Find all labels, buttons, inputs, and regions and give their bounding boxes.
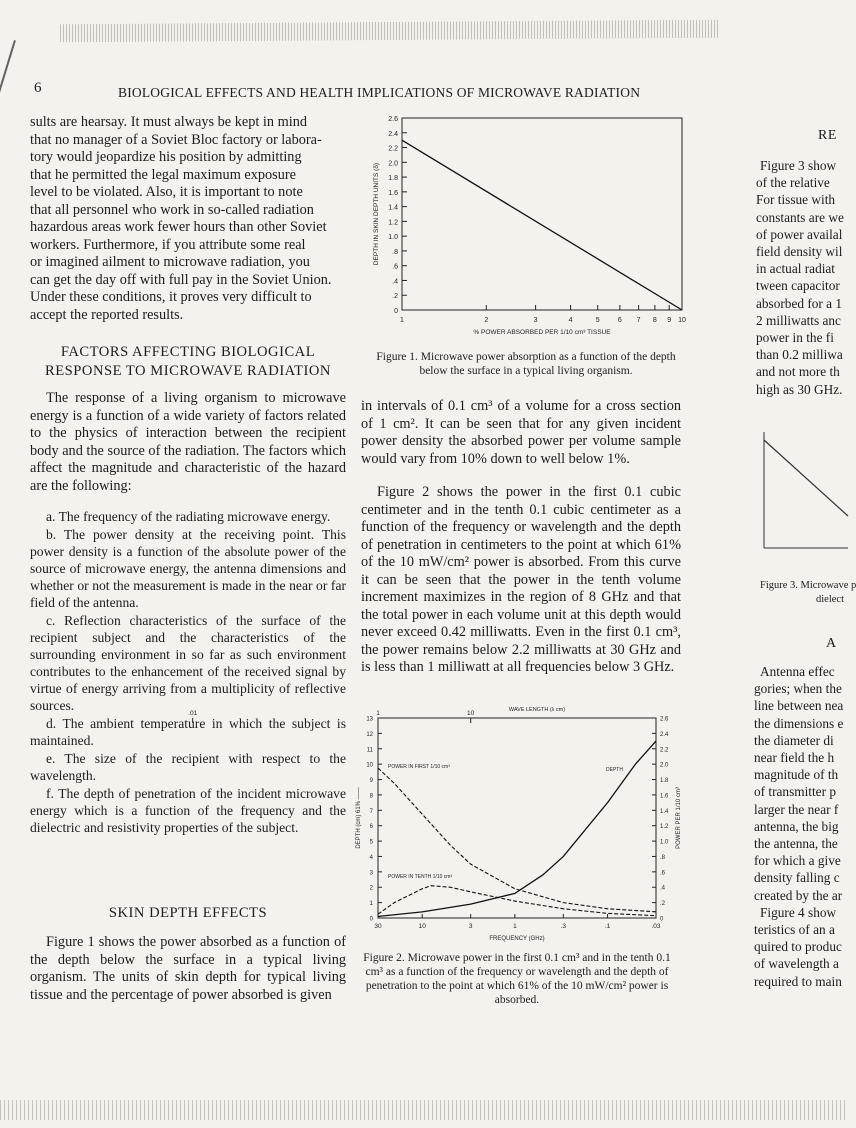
strip-text-line: of transmitter p — [754, 784, 836, 800]
heading-line: FACTORS AFFECTING BIOLOGICAL — [60, 344, 316, 360]
series-label: POWER IN TENTH 1/10 cm³ — [388, 874, 453, 880]
strip-heading: RE — [818, 128, 837, 143]
series-line — [402, 140, 682, 310]
text-line: or imagined ailment to microwave radiation, you — [30, 254, 310, 270]
strip-text-line: gories; when the — [754, 681, 842, 697]
x-tick-label: 5 — [595, 317, 600, 324]
y2-tick-label: 1.4 — [660, 808, 669, 815]
y-axis-label: DEPTH (cm) 61% —— — [356, 787, 362, 849]
intro-paragraph — [30, 114, 346, 324]
col2-paragraph-1 — [361, 398, 681, 468]
y-tick-label: 6 — [369, 824, 373, 831]
strip-text-line: of power availal — [756, 226, 843, 242]
text-line: that all personnel who work in so-called radiation — [30, 201, 314, 218]
list-item: a. The frequency of the radiating microwave energy. — [46, 509, 331, 524]
list-item: f. The depth of penetration of the incident microwave energy which is a function of the frequency and the dielectric and resistivity properties of the subject. — [30, 786, 346, 835]
paragraph-text: The response of a living organism to microwave energy is a function of a wide variety of factors related to the physics of interaction between the recipient body and the source of the radiation. The factors which affect the magnitude and characteristic of the hazard are the following: — [30, 390, 346, 494]
heading-line: RESPONSE TO MICROWAVE RADIATION — [45, 363, 331, 379]
x-axis-label: % POWER ABSORBED PER 1/10 cm³ TISSUE — [473, 329, 611, 336]
x-tick-label: .3 — [560, 923, 567, 930]
y-tick-label: 12 — [366, 731, 373, 738]
list-item: c. Reflection characteristics of the surface of the recipient subject and the characteristics of the surrounding environment in so far as such environment contributes to the enhancement of the received signal by virtue of energy arriving from a multiplicity of reflective sources. — [30, 613, 346, 713]
strip-text-line: the dimensions e — [754, 715, 844, 731]
strip-caption-line: dielect — [816, 594, 844, 605]
strip-text-line: magnitude of th — [754, 767, 839, 783]
strip-text-line: teristics of an a — [754, 922, 835, 937]
skin-depth-paragraph — [30, 934, 346, 1004]
x-tick-label: 30 — [374, 923, 382, 930]
y-tick-label: 0 — [369, 916, 373, 923]
y2-tick-label: 1.2 — [660, 824, 669, 831]
x-tick-label: .1 — [604, 923, 611, 930]
figure-2-caption: Figure 2. Microwave power in the first 0.1 cm³ and in the tenth 0.1 cm³ as a function of the frequency or wavelength and the depth of penetration to the point at which 61% of the 10 mW/cm² power is absorbed. — [363, 952, 671, 1006]
list-item: d. The ambient temperature in which the subject is maintained. — [30, 716, 346, 748]
y-tick-label: 2.6 — [388, 116, 398, 123]
text-line: Under these conditions, it proves very difficult to — [30, 289, 312, 305]
y-tick-label: 1.6 — [388, 189, 398, 197]
strip-text-line: near field the h — [754, 750, 835, 765]
y-tick-label: .6 — [392, 263, 398, 271]
strip-text-line: Figure 4 show — [760, 904, 837, 920]
text-line: workers. Furthermore, if you attribute some real — [30, 236, 306, 253]
y-tick-label: 5 — [369, 839, 373, 846]
figure-1-chart — [356, 110, 688, 342]
plot-frame — [402, 118, 682, 310]
y-tick-label: .2 — [392, 293, 398, 301]
section-heading-skin-depth: SKIN DEPTH EFFECTS — [108, 905, 268, 921]
factors-list — [30, 508, 346, 837]
y-tick-label: 4 — [369, 854, 373, 861]
x-tick-label: 4 — [568, 317, 573, 324]
text-line: sults are hearsay. It must always be kept in mind — [30, 114, 308, 130]
strip-text-line: line between nea — [754, 698, 844, 714]
factors-intro-paragraph — [30, 390, 346, 495]
top-tick-label: .01 — [188, 710, 198, 717]
y-tick-label: 8 — [369, 793, 373, 800]
x-tick-label: 6 — [617, 317, 622, 324]
strip-text-line: high as 30 GHz. — [756, 381, 843, 397]
y2-axis-label: POWER PER 1/10 cm³ — [676, 787, 682, 849]
strip-text-line: constants are we — [756, 209, 844, 225]
plot-frame — [378, 718, 656, 918]
running-title: BIOLOGICAL EFFECTS AND HEALTH IMPLICATIONS OF MICROWAVE RADIATION — [118, 85, 641, 100]
strip-text-line: absorbed for a 1 — [756, 295, 843, 311]
top-tick-label: 10 — [467, 710, 475, 717]
y2-tick-label: 2.4 — [660, 731, 669, 738]
paragraph-text: in intervals of 0.1 cm³ of a volume for a cross section of 1 cm². It can be seen that for any given incident power density the absorbed power per volume sample would vary from 10% down to well below 1%. — [361, 398, 681, 467]
y-tick-label: 0 — [394, 308, 398, 315]
text-line: tory would jeopardize his position by admitting — [30, 149, 302, 165]
strip-caption-line: Figure 3. Microwave p — [760, 580, 856, 591]
y-tick-label: 1.0 — [388, 234, 398, 242]
y-tick-label: 2 — [369, 885, 373, 892]
y2-tick-label: .2 — [660, 901, 666, 908]
strip-text-line: For tissue with — [756, 192, 836, 208]
x-axis-label: FREQUENCY (GHz) — [489, 936, 545, 942]
adjacent-page-strip — [754, 0, 856, 1128]
y-tick-label: 1 — [369, 901, 373, 908]
list-item: b. The power density at the receiving point. This power density is a function of the absolute power of the source of microwave energy, the antenna dimensions and whether or not the measurement is made in the near or far field of the antenna. — [30, 527, 346, 610]
x-tick-label: 3 — [533, 317, 538, 324]
y2-tick-label: .6 — [660, 870, 666, 877]
strip-text-line: created by the ar — [754, 887, 843, 903]
text-line: level to be violated. Also, it is important to note — [30, 184, 303, 200]
strip-text-line: 2 milliwatts anc — [756, 312, 841, 328]
text-line: accept the reported results. — [30, 306, 184, 323]
x-tick-label: 8 — [652, 317, 657, 324]
series-label: DEPTH — [606, 767, 623, 774]
strip-text-line: required to main — [754, 973, 842, 989]
x-tick-label: 2 — [484, 317, 489, 324]
series-line — [378, 886, 656, 916]
series-label: POWER IN FIRST 1/10 cm³ — [388, 764, 450, 771]
scan-edge-top — [60, 20, 720, 43]
paragraph-text: Figure 1 shows the power absorbed as a function of the depth below the surface in a typical living organism. The units of skin depth for typical living tissue and the percentage of power absorbed is given — [30, 934, 346, 1003]
x-tick-label: 1 — [400, 317, 404, 324]
strip-text-line: quired to produc — [754, 939, 842, 955]
y2-tick-label: 1.0 — [660, 839, 669, 846]
y2-tick-label: .4 — [660, 885, 666, 892]
y2-tick-label: .8 — [660, 854, 666, 861]
y-tick-label: 10 — [366, 762, 373, 769]
y-tick-label: 1.2 — [388, 219, 398, 227]
section-heading-factors — [30, 343, 346, 381]
y2-tick-label: 2.2 — [660, 747, 669, 754]
strip-text-line: field density wil — [756, 244, 843, 259]
y-tick-label: .4 — [392, 278, 398, 286]
y2-tick-label: 0 — [660, 916, 664, 923]
strip-text-line: than 0.2 milliwa — [756, 347, 843, 363]
x-tick-label: 7 — [636, 317, 641, 324]
x-tick-label: 10 — [678, 317, 686, 324]
page-number: 6 — [34, 80, 42, 96]
y-tick-label: 7 — [369, 808, 373, 815]
y-tick-label: 1.4 — [388, 204, 398, 212]
x-tick-label: 3 — [468, 923, 473, 930]
figure-3-partial-chart — [760, 428, 848, 553]
y-tick-label: 1.8 — [388, 175, 398, 183]
x-tick-label: 1 — [513, 923, 517, 930]
x-tick-label: 9 — [667, 317, 672, 324]
y-axis-label: DEPTH IN SKIN DEPTH UNITS (δ) — [373, 162, 380, 266]
strip-heading: A — [826, 636, 837, 651]
strip-text-line: for which a give — [754, 853, 841, 869]
y2-tick-label: 2.6 — [660, 716, 669, 723]
strip-text-line: density falling c — [754, 870, 840, 886]
y-tick-label: 3 — [369, 870, 373, 877]
strip-text-line: of the relative — [756, 175, 830, 191]
strip-text-line: in actual radiat — [756, 261, 836, 277]
y-tick-label: 13 — [366, 716, 373, 723]
strip-text-line: of wavelength a — [754, 956, 839, 972]
strip-text-line: the diameter di — [754, 732, 834, 748]
strip-text-line: the antenna, the — [754, 836, 838, 851]
y-tick-label: 2.0 — [388, 160, 398, 168]
top-tick-label: 1 — [376, 710, 380, 717]
y-tick-label: 2.4 — [388, 130, 398, 138]
col2-paragraph-2 — [361, 484, 681, 677]
strip-text-line: Figure 3 show — [760, 158, 837, 173]
strip-text-line: tween capacitor — [756, 278, 840, 294]
strip-text-line: antenna, the big — [754, 818, 839, 834]
text-line: that he permitted the legal maximum exposure — [30, 166, 297, 183]
y-tick-label: 9 — [369, 778, 373, 785]
y2-tick-label: 2.0 — [660, 762, 669, 769]
scan-edge-bottom — [0, 1100, 848, 1120]
text-line: can get the day off with full pay in the Soviet Union. — [30, 271, 332, 288]
y-tick-label: 2.2 — [388, 145, 398, 153]
text-line: that no manager of a Soviet Bloc factory or labora- — [30, 131, 322, 148]
pen-mark — [0, 40, 16, 308]
y2-tick-label: 1.8 — [660, 778, 669, 785]
strip-text-line: Antenna effec — [760, 664, 835, 679]
strip-text-line: power in the fi — [756, 330, 834, 345]
y-tick-label: 11 — [366, 747, 373, 754]
text-line: hazardous areas work fewer hours than other Soviet — [30, 219, 327, 235]
top-axis-label: WAVE LENGTH (λ cm) — [508, 707, 566, 713]
x-tick-label: 10 — [418, 923, 426, 930]
figure-1-caption: Figure 1. Microwave power absorption as a function of the depth below the surface in a typical living organism. — [376, 351, 676, 377]
strip-text-line: and not more th — [756, 364, 840, 380]
paragraph-text: Figure 2 shows the power in the first 0.1 cubic centimeter and in the tenth 0.1 cubic centimeter as a function of the frequency or wavelength and the depth of penetration in centimeters to the point at which 61% of the 10 mW/cm² power is absorbed. From this curve it can be seen that the power in the tenth volume increment maximizes in the region of 8 GHz and that the total power in each volume unit at this depth would never exceed 0.42 milliwatts. Even in the first 0.1 cm³, the power remains below 2.2 milliwatts at 30 GHz and is less than 1 milliwatt at all frequencies below 3 GHz. — [361, 484, 681, 675]
list-item: e. The size of the recipient with respect to the wavelength. — [30, 751, 346, 783]
y2-tick-label: 1.6 — [660, 793, 669, 800]
y-tick-label: .8 — [392, 248, 398, 256]
x-tick-label: .03 — [651, 923, 661, 930]
strip-text-line: larger the near f — [754, 801, 839, 817]
